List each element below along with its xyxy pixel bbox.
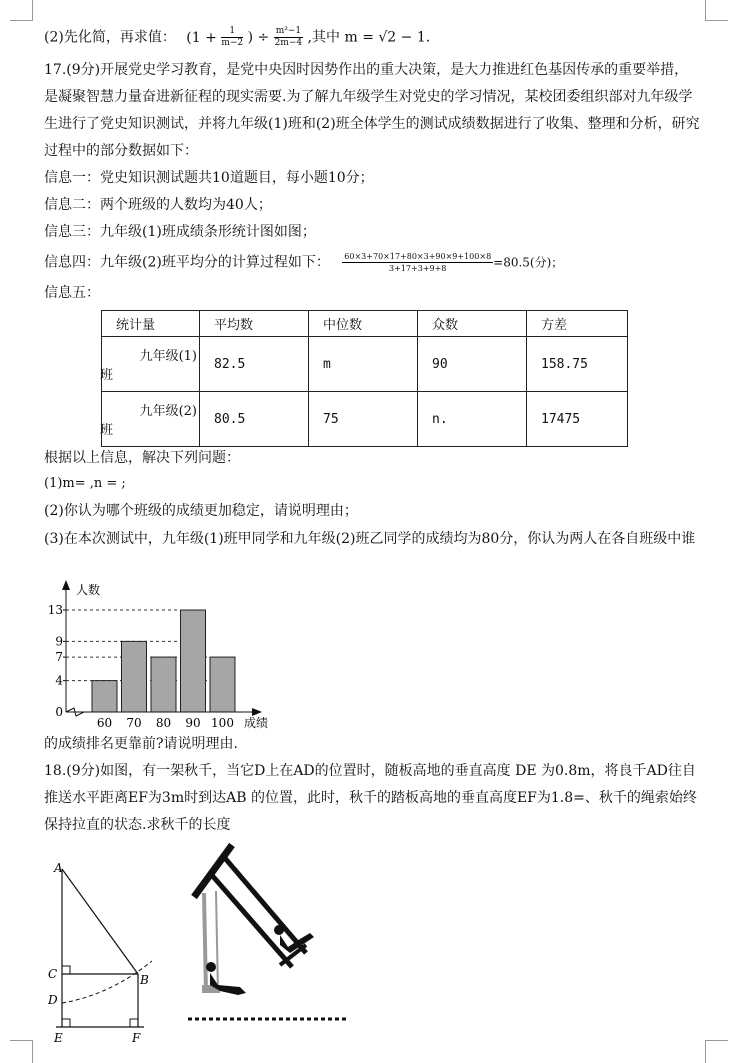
table-cell-median: 75 (309, 392, 418, 447)
segment-AB (62, 869, 138, 974)
child-head-upper (274, 925, 284, 935)
table-row-label (102, 392, 200, 447)
point-label-D: D (48, 993, 58, 1007)
q18-line-1: 18.(9分)如图，有一架秋千，当它D上在AD的位置时，随板高地的垂直高度 DE 为0.8m，将良千AD往自 (44, 763, 696, 779)
point-label-B: B (140, 973, 149, 987)
x-tick-label: 90 (185, 716, 201, 730)
q17-info-1: 信息一：党史知识测试题共10道题目，每小题10分； (44, 170, 374, 186)
q16-fraction-1-num: 1 (221, 26, 243, 38)
point-label-F: F (132, 1031, 141, 1045)
x-tick-label: 70 (126, 716, 142, 730)
bar-100 (210, 657, 235, 712)
y-tick-label: 13 (47, 603, 63, 617)
bar-chart (36, 576, 276, 736)
table-row-label (102, 337, 200, 392)
q17-line-2: 是凝聚智慧力量奋进新征程的现实需要.为了解九年级学生对党史的学习情况，某校团委组织部对九年级学 (44, 89, 693, 105)
corner-mark-bottom-left (10, 1040, 33, 1063)
q17-info-4-den: 3+17+3+9+8 (389, 264, 447, 273)
table-row (102, 392, 628, 447)
q17-info-3: 信息三：九年级(1)班成绩条形统计图如图； (44, 224, 316, 240)
swing-illustration (180, 835, 350, 1035)
table-cell-mean: 82.5 (200, 337, 309, 392)
q17-part-3-cont: 的成绩排名更靠前?请说明理由. (44, 736, 238, 752)
right-angle-mark-F (130, 1019, 138, 1027)
q16-fraction-1 (221, 26, 243, 49)
table-cell-variance: 17475 (527, 392, 628, 447)
y-tick-label: 0 (55, 705, 63, 719)
x-tick-label: 80 (155, 716, 172, 730)
swing-rope-left (204, 893, 206, 993)
q17-info-2: 信息二：两个班级的人数均为40人； (44, 197, 272, 213)
y-axis-arrow (62, 580, 70, 590)
point-label-A: A (54, 861, 63, 875)
point-label-E: E (54, 1031, 63, 1045)
right-angle-mark-C (62, 966, 70, 974)
corner-mark-bottom-right (705, 1040, 728, 1063)
q16-fraction-2-num: m²−1 (275, 26, 302, 36)
y-tick-label: 4 (55, 673, 63, 688)
corner-mark-top-left (10, 0, 33, 21)
table-row (102, 337, 628, 392)
table-header-cell: 平均数 (200, 311, 309, 337)
q16-expr-open: (1 + (186, 29, 217, 46)
bar-90 (181, 610, 206, 712)
q17-line-1: 17.(9分)开展党史学习教育，是党中央因时因势作出的重大决策，是大力推进红色基因传承的重要举措， (44, 62, 689, 78)
q16-line (44, 26, 430, 49)
y-tick-label: 9 (55, 634, 63, 649)
corner-mark-top-right (705, 0, 728, 21)
table-cell-mode: n. (418, 392, 527, 447)
bar-80 (151, 657, 176, 712)
q17-part-2: (2)你认为哪个班级的成绩更加稳定，请说明理由； (44, 503, 358, 519)
q17-info-4 (44, 251, 563, 274)
q17-part-3: (3)在本次测试中，九年级(1)班甲同学和九年级(2)班乙同学的成绩均为80分，你认为两人在各自班级中谁 (44, 531, 696, 547)
row-label-line-1: 九年级(1) (139, 349, 197, 364)
q17-part-1: (1)m= ,n = ; (44, 476, 126, 491)
row-label-line-2: 班 (100, 368, 114, 383)
x-axis-label: 成绩 (244, 716, 269, 730)
bar-70 (122, 641, 147, 712)
x-tick-label: 100 (211, 716, 234, 730)
swing-rope-right (216, 891, 218, 993)
table-header-cell: 众数 (418, 311, 527, 337)
q17-info-4-num: 60×3+70×17+80×3+90×9+100×8 (344, 252, 492, 261)
table-header-cell: 统计量 (102, 311, 200, 337)
statistics-table (101, 310, 628, 447)
row-label-line-1: 九年级(2) (139, 404, 197, 419)
q17-line-3: 生进行了党史知识测试，并将九年级(1)班和(2)班全体学生的测试成绩数据进行了收集、整理和分析，研究 (44, 116, 700, 132)
q17-info-4-result: =80.5(分)； (493, 255, 564, 270)
bar-60 (92, 681, 117, 712)
q17-info-5: 信息五： (44, 285, 100, 301)
q16-expr-tail: ,其中 m = √2 − 1. (307, 29, 431, 46)
table-header-cell: 方差 (527, 311, 628, 337)
q16-fraction-1-den: m−2 (221, 38, 244, 48)
q16-expr-mid: ) ÷ (247, 29, 270, 46)
child-head-lower (206, 962, 216, 972)
table-cell-mode: 90 (418, 337, 527, 392)
q17-line-4: 过程中的部分数据如下： (44, 143, 198, 159)
table-header-cell: 中位数 (309, 311, 418, 337)
table-header-row (102, 311, 628, 337)
q18-line-2: 推送水平距离EF为3m时到达AB 的位置，此时，秋千的踏板高地的垂直高度EF为1.8=、秋千的绳索始终 (44, 790, 697, 806)
right-angle-mark-E (62, 1019, 70, 1027)
table-cell-variance: 158.75 (527, 337, 628, 392)
point-label-C: C (48, 967, 58, 981)
y-axis-label: 人数 (76, 583, 101, 597)
q16-prefix: (2)先化简，再求值： (44, 29, 176, 46)
y-tick-label: 7 (55, 650, 63, 665)
q17-info-4-fraction (342, 251, 493, 274)
q16-fraction-2 (274, 26, 303, 49)
q17-after-table: 根据以上信息，解决下列问题： (44, 450, 240, 466)
table-cell-mean: 80.5 (200, 392, 309, 447)
table-cell-median: m (309, 337, 418, 392)
x-tick-label: 60 (96, 716, 113, 730)
q17-info-4-label: 信息四：九年级(2)班平均分的计算过程如下： (44, 254, 330, 271)
q18-line-3: 保持拉直的状态.求秋千的长度 (44, 817, 231, 833)
x-axis-arrow (252, 708, 262, 716)
swing-geometry-figure (40, 855, 190, 1055)
row-label-line-2: 班 (100, 423, 114, 438)
q16-fraction-2-den: 2m−4 (274, 38, 303, 48)
